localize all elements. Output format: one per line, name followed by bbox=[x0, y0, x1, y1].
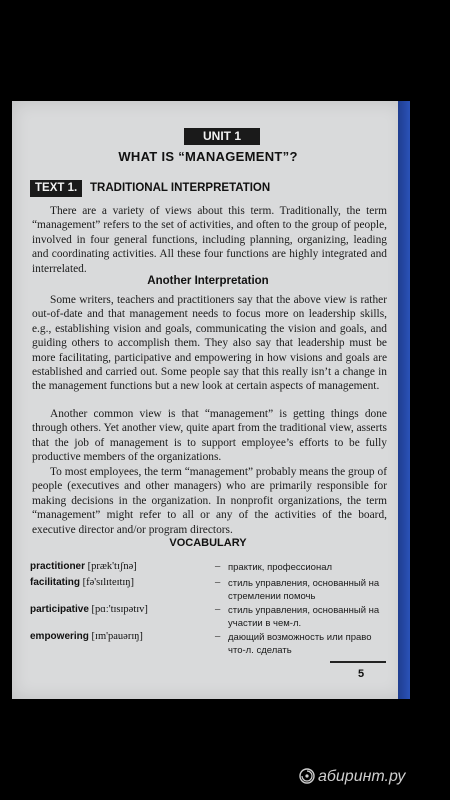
unit-label: UNIT 1 bbox=[184, 128, 260, 145]
vocabulary-heading: VOCABULARY bbox=[169, 537, 247, 549]
text-label: TEXT 1. bbox=[30, 180, 82, 197]
vocab-transcription: [præk'tɪʃnə] bbox=[87, 561, 137, 572]
page-number: 5 bbox=[358, 668, 365, 680]
paragraph-3: Another common view is that “management” is getting things done through others. Yet another view, quite apart from the traditional view, asserts that the job of management is to support employee’s efforts to be fully productive members of the organizations. bbox=[32, 408, 387, 464]
subheading-another-interpretation: Another Interpretation bbox=[147, 275, 269, 287]
watermark-text: абиринт.ру bbox=[318, 768, 406, 785]
vocab-dash: – bbox=[215, 561, 221, 572]
vocab-definition: стиль управления, основанный на участии в чем-л. bbox=[228, 605, 380, 629]
paragraph-2: Some writers, teachers and practitioners say that the above view is rather out-of-date and that management needs to focus more on leadership skills, e.g., establishing vision and goals, communicating the vision and goals, and guiding others to accomplish them. They also say that leadership must be more facilitating, participative and empowering in how visions and goals are established and carried out. Some people say that this really isn’t a change in the management functions but a new look at certain aspects of management. bbox=[32, 294, 387, 393]
text-heading: TRADITIONAL INTERPRETATION bbox=[90, 182, 271, 194]
vocab-definition: практик, профессионал bbox=[228, 562, 333, 573]
vocab-transcription: [ɪm'pauərɪŋ] bbox=[91, 631, 143, 642]
vocab-transcription: [pɑː'tɪsɪpətɪv] bbox=[91, 604, 148, 615]
vocab-word: facilitating bbox=[30, 577, 81, 588]
vocab-transcription: [fə'sɪlɪteɪtɪŋ] bbox=[82, 577, 135, 588]
paragraph-4: To most employees, the term “management” probably means the group of people (executives and other managers) who are primarily responsible for making decisions in the organization. In nonprofit organizations, the term “management” might refer to all or any of the activities of the board, executive director and/or program directors. bbox=[32, 466, 387, 536]
book-spine-edge bbox=[398, 101, 410, 699]
vocab-dash: – bbox=[215, 631, 221, 642]
vocab-term bbox=[30, 577, 134, 588]
labyrinth-logo-icon bbox=[299, 768, 315, 784]
vocab-definition: стиль управления, основанный на стремлении помочь bbox=[228, 578, 380, 602]
footer-rule bbox=[330, 661, 386, 663]
vocab-term bbox=[30, 561, 137, 572]
book-page bbox=[12, 101, 404, 699]
vocab-dash: – bbox=[215, 577, 221, 588]
vocab-word: practitioner bbox=[30, 561, 86, 572]
vocab-word: empowering bbox=[30, 631, 89, 642]
page-title: WHAT IS “MANAGEMENT”? bbox=[118, 149, 298, 164]
vocab-term bbox=[30, 631, 143, 642]
vocab-term bbox=[30, 604, 148, 615]
vocab-word: participative bbox=[30, 604, 89, 615]
paragraph-1: There are a variety of views about this term. Traditionally, the term “management” refers to the set of activities, and often to the group of people, involved in four general functions, including planning, organizing, leading and coordinating activities. All these four functions are highly integrated and interrelated. bbox=[32, 205, 387, 275]
vocab-definition: дающий возможность или право что-л. сделать bbox=[228, 632, 372, 656]
vocab-dash: – bbox=[215, 604, 221, 615]
